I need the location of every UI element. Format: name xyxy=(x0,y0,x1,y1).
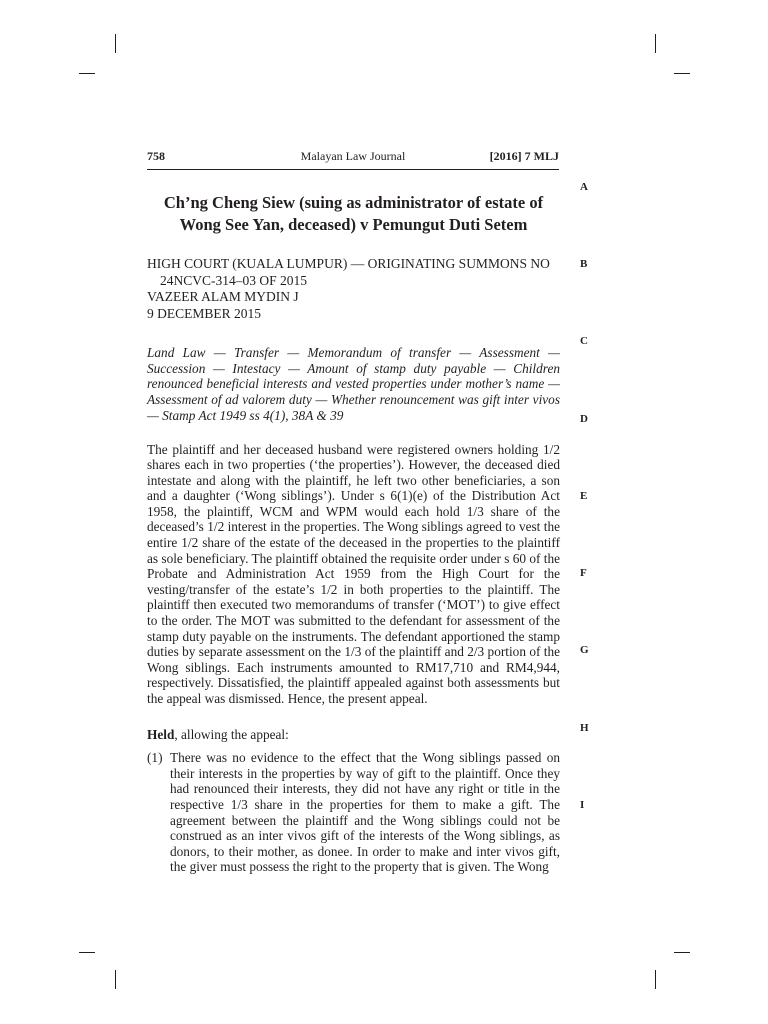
crop-mark xyxy=(674,73,690,74)
case-title: Ch’ng Cheng Siew (suing as administrator of estate of Wong See Yan, deceased) v Pemungut Duti Setem xyxy=(163,193,544,234)
margin-letter: E xyxy=(580,490,588,502)
journal-citation: [2016] 7 MLJ xyxy=(489,149,559,163)
margin-letter: C xyxy=(580,335,588,347)
running-header xyxy=(147,149,559,170)
held-item xyxy=(147,750,560,875)
headnote-facts: The plaintiff and her deceased husband were registered owners holding 1/2 shares each in two properties (‘the properties’). However, the deceased died intestate and along with the plaintiff, he left two other beneficiaries, a son and a daughter (‘Wong siblings’). Under s 6(1)(e) of the Distribution Act 1958, the plaintiff, WCM and WPM would each hold 1/3 share of the deceased’s 1/2 interest in the properties. The Wong siblings agreed to vest the entire 1/2 share of the estate of the deceased in the properties to the plaintiff as sole beneficiary. The plaintiff obtained the requisite order under s 60 of the Probate and Administration Act 1959 from the High Court for the vesting/transfer of the estate’s 1/2 in both properties to the plaintiff. The plaintiff then executed two memorandums of transfer (‘MOT’) to give effect to the order. The MOT was submitted to the defendant for assessment of the stamp duty payable on the instruments. The defendant apportioned the stamp duties by separate assessment on the 1/3 of the plaintiff and 2/3 portion of the Wong siblings. Each instruments amounted to RM17,710 and RM4,944, respectively. Dissatisfied, the plaintiff appealed against both assessments but the appeal was dismissed. Hence, the present appeal. xyxy=(147,441,560,707)
case-number: 24NCVC-314–03 OF 2015 xyxy=(160,272,308,288)
crop-mark xyxy=(115,970,116,989)
margin-letter: D xyxy=(580,413,588,425)
page-number: 758 xyxy=(147,149,165,163)
crop-mark xyxy=(79,952,95,953)
crop-mark xyxy=(115,34,116,53)
judge-name: VAZEER ALAM MYDIN J xyxy=(147,289,299,304)
catchwords: Land Law — Transfer — Memorandum of transfer — Assessment — Succession — Intestacy — Amount of stamp duty payable — Children renounced beneficial interests and vested properties under mother’s name — Assessment of ad valorem duty — Whether renouncement was gift inter vivos — Stamp Act 1949 ss 4(1), 38A & 39 xyxy=(147,345,560,423)
held-heading xyxy=(147,727,560,743)
margin-letter: A xyxy=(580,181,588,193)
held-suffix: , allowing the appeal: xyxy=(174,726,289,742)
margin-letter: G xyxy=(580,644,589,656)
margin-letter: F xyxy=(580,567,587,579)
held-label: Held xyxy=(147,726,175,742)
margin-letter: H xyxy=(580,722,589,734)
court-details xyxy=(147,256,560,322)
crop-mark xyxy=(674,952,690,953)
crop-mark xyxy=(655,970,656,989)
court-name: HIGH COURT (KUALA LUMPUR) — ORIGINATING SUMMONS NO xyxy=(147,256,550,271)
held-item-number: (1) xyxy=(147,750,163,766)
crop-mark xyxy=(655,34,656,53)
crop-mark xyxy=(79,73,95,74)
held-item-text: There was no evidence to the effect that the Wong siblings passed on their interests in the properties by way of gift to the plaintiff. Once they had renounced their interests, they did not have any right or title in the respective 1/3 share in the properties for them to make a gift. The agreement between the plaintiff and the Wong siblings could not be construed as an inter vivos gift of the interests of the Wong siblings, as donors, to their mother, as donee. In order to make and inter vivos gift, the giver must possess the right to the property that is given. The Wong xyxy=(170,750,560,875)
margin-letter: I xyxy=(580,799,585,811)
margin-letter: B xyxy=(580,258,588,270)
journal-name: Malayan Law Journal xyxy=(300,149,406,163)
page-content xyxy=(147,192,560,875)
judgment-date: 9 DECEMBER 2015 xyxy=(147,305,262,321)
